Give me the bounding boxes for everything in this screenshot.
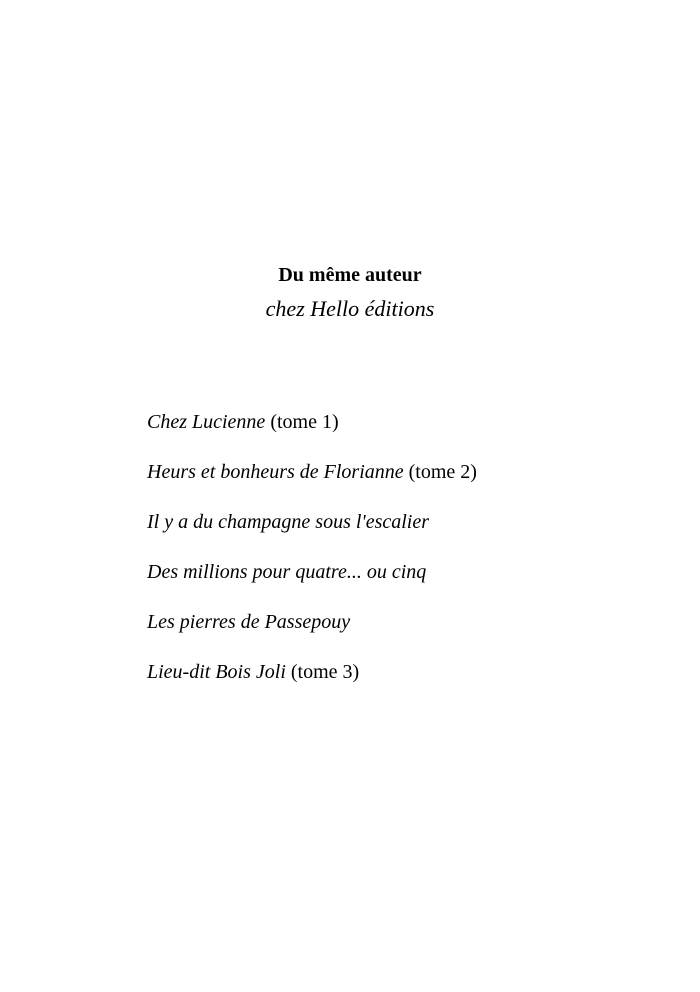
list-item xyxy=(147,560,477,610)
page-title: Du même auteur xyxy=(278,264,422,286)
publisher-subtitle: chez Hello éditions xyxy=(265,296,435,321)
book-note: (tome 3) xyxy=(290,661,360,683)
book-title: Il y a du champagne sous l'escalier xyxy=(147,511,430,533)
book-title: Chez Lucienne xyxy=(147,411,266,433)
list-item xyxy=(147,660,477,710)
book-note: (tome 1) xyxy=(270,411,339,433)
list-item xyxy=(147,610,477,660)
book-title: Lieu-dit Bois Joli xyxy=(147,661,286,683)
list-item xyxy=(147,460,477,510)
book-list xyxy=(147,410,477,710)
book-note: (tome 2) xyxy=(408,461,477,483)
book-title: Les pierres de Passepouy xyxy=(147,611,351,633)
list-item xyxy=(147,510,477,560)
book-title: Des millions pour quatre... ou cinq xyxy=(147,561,427,583)
book-title: Heurs et bonheurs de Florianne xyxy=(147,461,404,483)
list-item xyxy=(147,410,477,460)
